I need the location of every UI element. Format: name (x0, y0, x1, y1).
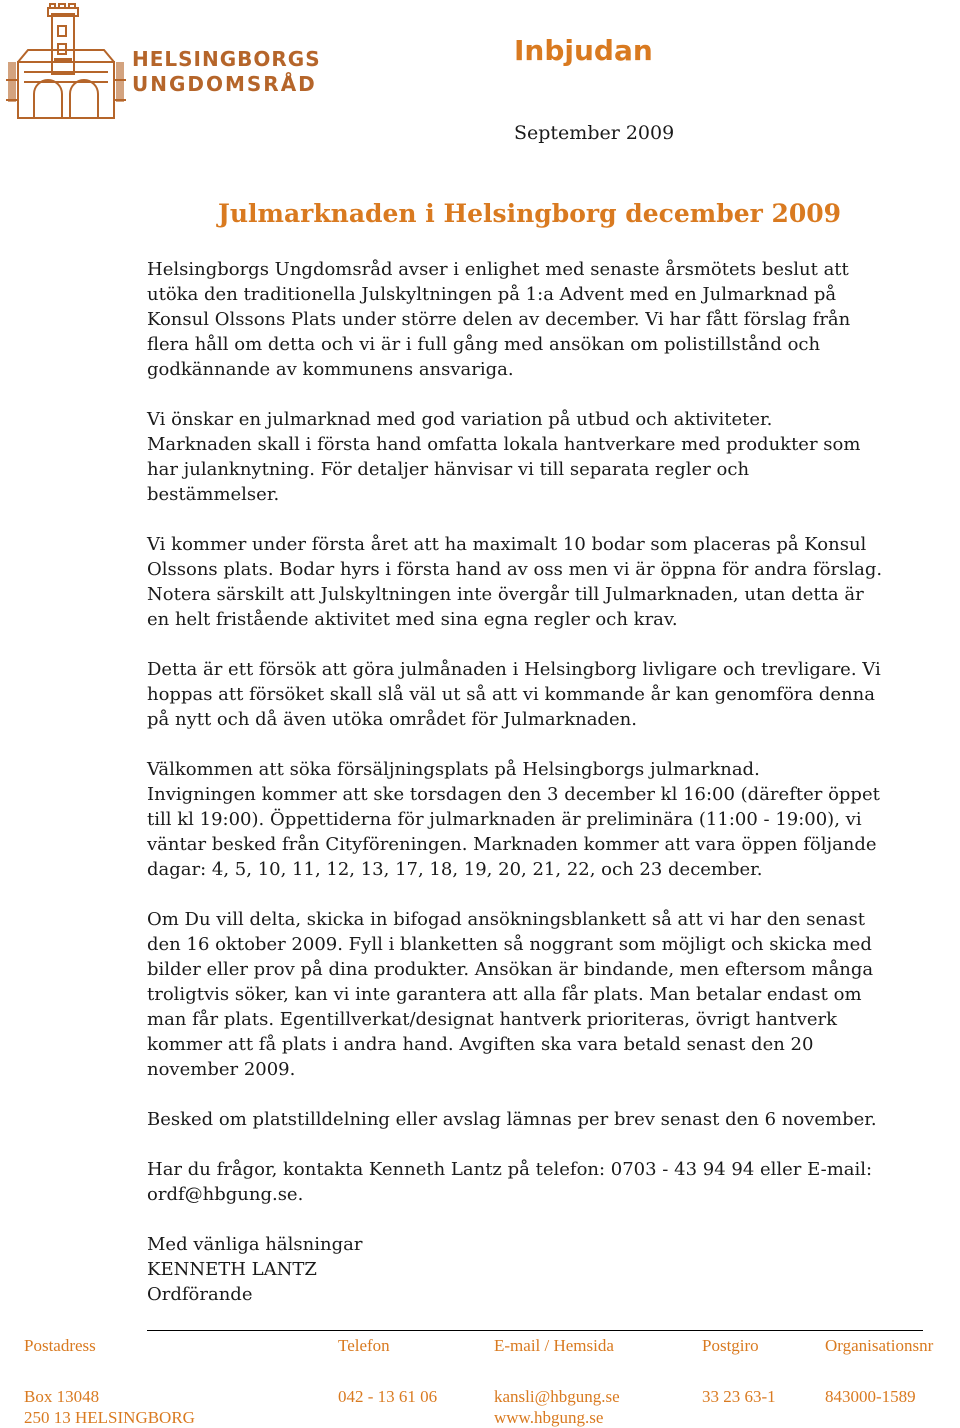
footer-postadress (24, 1335, 195, 1428)
footer-telefon (338, 1335, 437, 1407)
paragraph: Har du frågor, kontakta Kenneth Lantz på telefon: 0703 - 43 94 94 eller E-mail: ordf@hbgung.se. (147, 1159, 873, 1205)
footer-divider (147, 1330, 923, 1331)
footer-label: Telefon (338, 1336, 390, 1355)
footer-value: 250 13 HELSINGBORG (24, 1408, 195, 1427)
footer-orgnr (825, 1335, 933, 1407)
paragraph: Besked om platstilldelning eller avslag lämnas per brev senast den 6 november. (147, 1109, 877, 1130)
document-type: Inbjudan (514, 34, 653, 67)
document-date: September 2009 (514, 122, 675, 144)
letter-body (147, 257, 937, 1332)
footer-label: Postgiro (702, 1336, 759, 1355)
footer-value: 33 23 63-1 (702, 1387, 776, 1406)
paragraph: Om Du vill delta, skicka in bifogad ansökningsblankett så att vi har den senast den 16 oktober 2009. Fyll i blanketten så noggrant som möjligt och skicka med bilder eller prov på dina produkter. Ansökan är bindande, men eftersom många troligtvis söker, kan vi inte garantera att alla får plats. Man betalar endast om man får plats. Egentillverkat/designat hantverk prioriteras, övrigt hantverk kommer att få plats i andra hand. Avgiften ska vara betald senast den 20 november 2009. (147, 909, 874, 1080)
paragraph: Vi önskar en julmarknad med god variation på utbud och aktiviteter. Marknaden skall i första hand omfatta lokala hantverkare med produkter som har julanknytning. För detaljer hänvisar vi till separata regler och bestämmelser. (147, 409, 861, 505)
footer-label: Organisationsnr (825, 1336, 934, 1355)
signature: Med vänliga hälsningar KENNETH LANTZ Ordförande (147, 1234, 363, 1305)
logo-name-line2: UNGDOMSRÅD (132, 72, 317, 96)
paragraph: Detta är ett försök att göra julmånaden i Helsingborg livligare och trevligare. Vi hoppas att försöket skall slå väl ut så att vi kommande år kan genomföra denna på nytt och då även utöka området för Julmarknaden. (147, 659, 881, 730)
paragraph: Helsingborgs Ungdomsråd avser i enlighet med senaste årsmötets beslut att utöka den traditionella Julskyltningen på 1:a Advent med en Julmarknad på Konsul Olssons Plats under större delen av december. Vi har fått förslag från flera håll om detta och vi är i full gång med ansökan om polistillstånd och godkännande av kommunens ansvariga. (147, 259, 851, 380)
footer-email-address[interactable]: kansli@hbgung.se (494, 1387, 620, 1406)
footer-postgiro (702, 1335, 776, 1407)
paragraph: Vi kommer under första året att ha maximalt 10 bodar som placeras på Konsul Olssons plats. Bodar hyrs i första hand av oss men vi är öppna för andra förslag. Notera särskilt att Julskyltningen inte övergår till Julmarknaden, utan detta är en helt fristående aktivitet med sina egna regler och krav. (147, 534, 883, 630)
footer-label: Postadress (24, 1336, 96, 1355)
footer-label: E-mail / Hemsida (494, 1336, 614, 1355)
footer-website-link[interactable]: www.hbgung.se (494, 1408, 604, 1427)
paragraph: Välkommen att söka försäljningsplats på Helsingborgs julmarknad. Invigningen kommer att ske torsdagen den 3 december kl 16:00 (därefter öppet till kl 19:00). Öppettiderna för julmarknaden är preliminära (11:00 - 19:00), vi väntar besked från Cityföreningen. Marknaden kommer att vara öppen följande dagar: 4, 5, 10, 11, 12, 13, 17, 18, 19, 20, 21, 22, och 23 december. (147, 759, 880, 880)
footer-email (494, 1335, 620, 1428)
footer-value: 042 - 13 61 06 (338, 1387, 438, 1406)
headline: Julmarknaden i Helsingborg december 2009 (218, 199, 842, 228)
castle-tower-icon (4, 2, 128, 122)
footer-value: 843000-1589 (825, 1387, 916, 1406)
footer-value: Box 13048 (24, 1387, 100, 1406)
logo-name-line1: HELSINGBORGS (132, 47, 321, 71)
logo (0, 0, 330, 125)
